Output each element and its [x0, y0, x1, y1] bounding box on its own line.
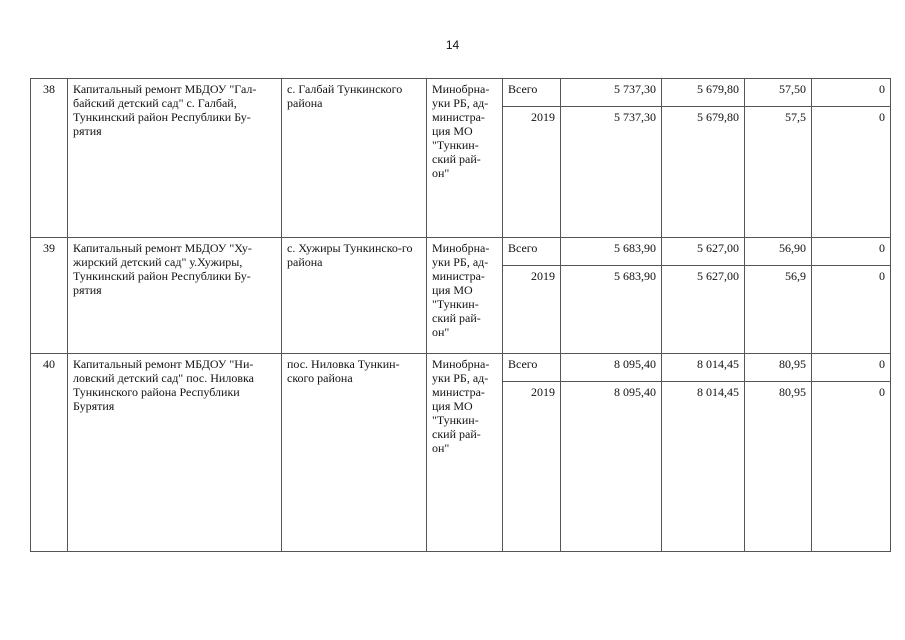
period-label: Всего	[503, 79, 561, 107]
value-4: 0	[812, 266, 891, 354]
object-title: Капитальный ремонт МБДОУ "Гал-байский детский сад" с. Галбай, Тункинский район Республики Бу-рятия	[68, 79, 282, 238]
object-location: с. Галбай Тункинского района	[282, 79, 427, 238]
value-total: 5 737,30	[561, 107, 662, 238]
table-row	[31, 238, 891, 266]
value-3: 57,50	[745, 79, 812, 107]
period-label: Всего	[503, 354, 561, 382]
value-total: 8 095,40	[561, 382, 662, 552]
program-table	[30, 78, 891, 552]
value-3: 57,5	[745, 107, 812, 238]
value-2: 5 679,80	[662, 107, 745, 238]
object-location: пос. Ниловка Тункин-ского района	[282, 354, 427, 552]
object-title: Капитальный ремонт МБДОУ "Ни-ловский детский сад" пос. Ниловка Тункинского района Республики Бурятия	[68, 354, 282, 552]
row-number: 40	[31, 354, 68, 552]
page-number: 14	[445, 38, 460, 52]
value-2: 5 627,00	[662, 266, 745, 354]
object-title: Капитальный ремонт МБДОУ "Ху-жирский детский сад" у.Хужиры, Тункинский район Республики Бу-рятия	[68, 238, 282, 354]
value-total: 8 095,40	[561, 354, 662, 382]
object-location: с. Хужиры Тункинско-го района	[282, 238, 427, 354]
value-2: 5 679,80	[662, 79, 745, 107]
value-2: 5 627,00	[662, 238, 745, 266]
row-number: 39	[31, 238, 68, 354]
value-3: 80,95	[745, 382, 812, 552]
period-label: 2019	[503, 266, 561, 354]
value-total: 5 683,90	[561, 238, 662, 266]
value-4: 0	[812, 107, 891, 238]
value-3: 56,9	[745, 266, 812, 354]
value-4: 0	[812, 354, 891, 382]
value-4: 0	[812, 79, 891, 107]
value-total: 5 737,30	[561, 79, 662, 107]
value-2: 8 014,45	[662, 354, 745, 382]
period-label: Всего	[503, 238, 561, 266]
executor: Минобрна-уки РБ, ад-министра-ция МО "Тункин-ский рай-он"	[427, 79, 503, 238]
value-4: 0	[812, 238, 891, 266]
executor: Минобрна-уки РБ, ад-министра-ция МО "Тункин-ский рай-он"	[427, 238, 503, 354]
period-label: 2019	[503, 107, 561, 238]
table-row	[31, 79, 891, 107]
table-row	[31, 354, 891, 382]
value-total: 5 683,90	[561, 266, 662, 354]
executor: Минобрна-уки РБ, ад-министра-ция МО "Тункин-ский рай-он"	[427, 354, 503, 552]
value-4: 0	[812, 382, 891, 552]
value-3: 56,90	[745, 238, 812, 266]
row-number: 38	[31, 79, 68, 238]
value-2: 8 014,45	[662, 382, 745, 552]
period-label: 2019	[503, 382, 561, 552]
value-3: 80,95	[745, 354, 812, 382]
